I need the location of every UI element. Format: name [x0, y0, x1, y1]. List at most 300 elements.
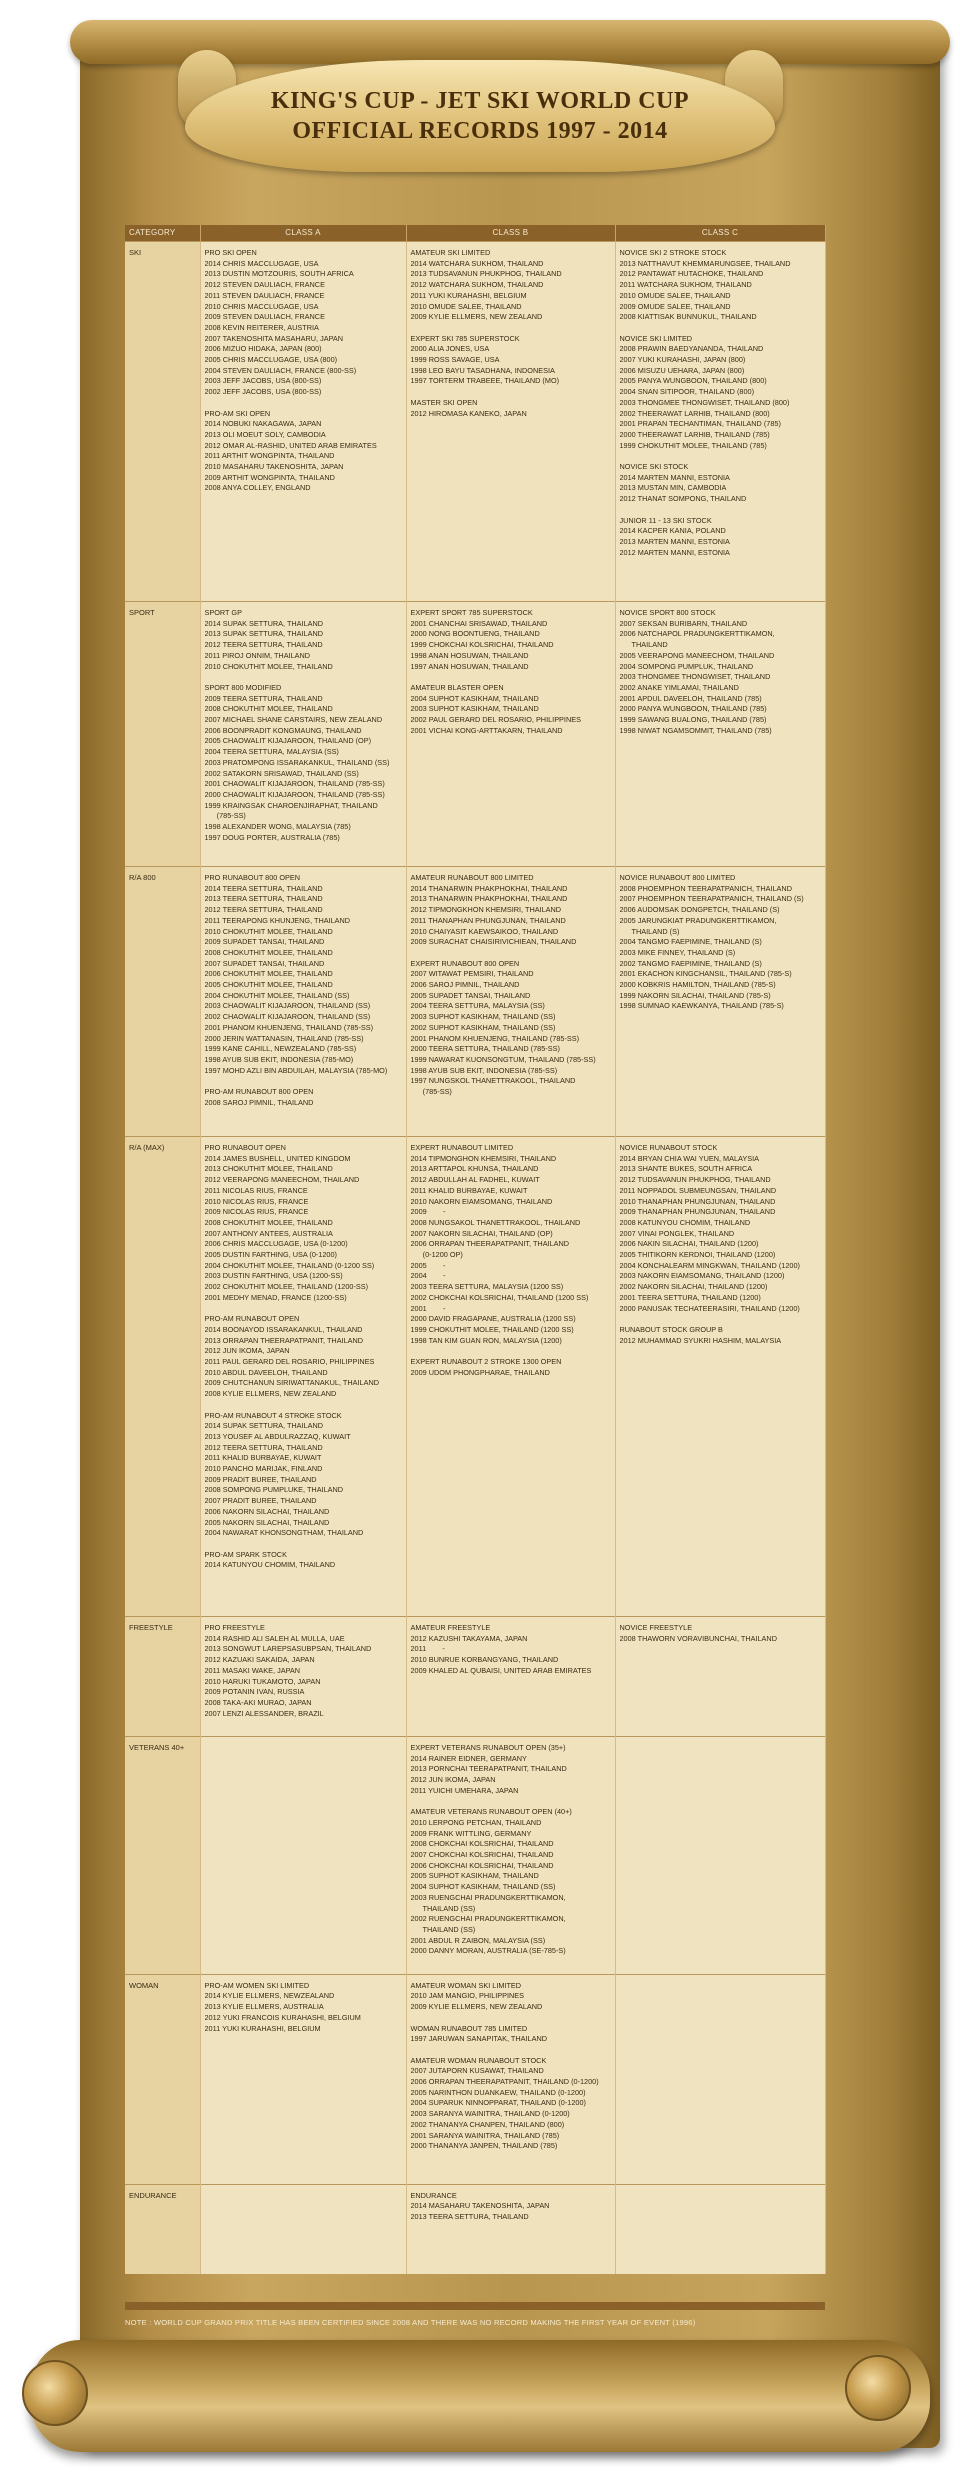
- record-entry: 1997 DOUG PORTER, AUSTRALIA (785): [204, 832, 340, 842]
- record-entry: 1998 AYUB SUB EKIT, INDONESIA (785-SS): [410, 1065, 558, 1075]
- record-entry: 2000 PANYA WUNGBOON, THAILAND (785): [619, 704, 767, 714]
- table-body: [125, 242, 825, 2275]
- scroll-curl-right: [845, 2355, 911, 2421]
- class-c-cell: [615, 1737, 825, 1975]
- category-cell: SPORT: [125, 602, 200, 867]
- record-entry: 2014 NOBUKI NAKAGAWA, JAPAN: [204, 419, 322, 429]
- record-entry: 2003 THONGMEE THONGWISET, THAILAND: [619, 672, 771, 682]
- record-entry: 2011 TEERAPONG KHUNJENG, THAILAND: [204, 915, 351, 925]
- table-row: [125, 1974, 825, 2184]
- record-entry: 1997 NUNGSKOL THANETTRAKOOL, THAILAND: [410, 1076, 576, 1086]
- class-c-cell: [615, 1617, 825, 1737]
- record-entry: 2008 KATUNYOU CHOMIM, THAILAND: [619, 1217, 751, 1227]
- page-title-line-2: OFFICIAL RECORDS 1997 - 2014: [292, 118, 668, 144]
- record-entry: 2012 STEVEN DAULIACH, FRANCE: [204, 280, 325, 290]
- record-entry: 2014 BRYAN CHIA WAI YUEN, MALAYSIA: [619, 1153, 760, 1163]
- record-entry: 2004 SNAN SITIPOOR, THAILAND (800): [619, 387, 754, 397]
- record-section: [620, 1143, 821, 1314]
- record-entry: (785-SS): [204, 811, 246, 821]
- record-entry: 2008 CHOKUTHIT MOLEE, THAILAND: [204, 1217, 333, 1227]
- record-entry: 2009 ARTHIT WONGPINTA, THAILAND: [204, 472, 335, 482]
- record-section: [411, 334, 611, 388]
- record-entry: 2003 CHAOWALIT KIJAJAROON, THAILAND (SS): [204, 1001, 371, 1011]
- record-entry: 2012 OMAR AL-RASHID, UNITED ARAB EMIRATES: [204, 440, 377, 450]
- record-entry: 2013 SUPAK SETTURA, THAILAND: [204, 629, 324, 639]
- class-b-cell: [406, 602, 615, 867]
- record-entry: 2003 DUSTIN FARTHING, USA (1200-SS): [204, 1271, 343, 1281]
- record-entry: 2001 CHANCHAI SRISAWAD, THAILAND: [410, 618, 548, 628]
- scroll-curl-left: [22, 2360, 88, 2426]
- record-section: [205, 683, 402, 844]
- record-entry: 2010 CHAIYASIT KAEWSAIKOO, THAILAND: [410, 926, 559, 936]
- record-entry: 2005 CHRIS MACCLUGAGE, USA (800): [204, 355, 338, 365]
- header-class-b: CLASS B: [406, 225, 615, 242]
- record-entry: 2003 RUENGCHAI PRADUNGKERTTIKAMON,: [410, 1892, 566, 1902]
- record-entry: 2007 VINAI PONGLEK, THAILAND: [619, 1228, 735, 1238]
- class-c-cell: [615, 867, 825, 1137]
- section-title: RUNABOUT STOCK GROUP B: [619, 1324, 723, 1334]
- class-a-cell: [200, 242, 406, 602]
- record-entry: 1999 KRAINGSAK CHAROENJIRAPHAT, THAILAND: [204, 800, 378, 810]
- record-entry: 1997 MOHD AZLI BIN ABDUILAH, MALAYSIA (785-MO): [204, 1065, 388, 1075]
- record-entry: 2012 MARTEN MANNI, ESTONIA: [619, 547, 730, 557]
- record-entry: 2008 CHOKUTHIT MOLEE, THAILAND: [204, 947, 333, 957]
- section-title: PRO SKI OPEN: [204, 248, 257, 257]
- record-entry: 2011 -: [410, 1644, 445, 1654]
- record-entry: 2010 NAKORN EIAMSOMANG, THAILAND: [410, 1196, 553, 1206]
- record-entry: 2009 SUPADET TANSAI, THAILAND: [204, 937, 325, 947]
- record-entry: 2009 -: [410, 1207, 446, 1217]
- category-cell: SKI: [125, 242, 200, 602]
- record-section: [411, 1143, 611, 1346]
- class-c-cell: [615, 602, 825, 867]
- record-section: [205, 873, 402, 1076]
- record-entry: 2000 PANUSAK TECHATEERASIRI, THAILAND (1200): [619, 1303, 800, 1313]
- record-entry: 2002 CHOKCHAI KOLSRICHAI, THAILAND (1200 SS): [410, 1292, 589, 1302]
- record-section: [620, 608, 821, 736]
- record-entry: 2010 CHOKUTHIT MOLEE, THAILAND: [204, 926, 333, 936]
- section-title: NOVICE SKI STOCK: [619, 462, 689, 472]
- section-title: JUNIOR 11 - 13 SKI STOCK: [619, 515, 712, 525]
- record-entry: 1999 NAWARAT KUONSONGTUM, THAILAND (785-SS): [410, 1054, 596, 1064]
- record-entry: 2003 SUPHOT KASIKHAM, THAILAND (SS): [410, 1012, 556, 1022]
- record-entry: 2000 KOBKRIS HAMILTON, THAILAND (785-S): [619, 980, 776, 990]
- section-title: NOVICE FREESTYLE: [619, 1623, 693, 1632]
- record-entry: 2006 ORRAPAN THEERAPATPANIT, THAILAND (0-1200): [410, 2077, 599, 2087]
- record-section: [205, 1981, 402, 2035]
- record-entry: 2007 TAKENOSHITA MASAHARU, JAPAN: [204, 333, 344, 343]
- record-entry: 2014 SUPAK SETTURA, THAILAND: [204, 1421, 324, 1431]
- record-entry: 2008 KEVIN REITERER, AUSTRIA: [204, 322, 319, 332]
- record-entry: 2007 NAKORN SILACHAI, THAILAND (OP): [410, 1228, 553, 1238]
- section-title: AMATEUR RUNABOUT 800 LIMITED: [410, 873, 534, 882]
- section-title: EXPERT SPORT 785 SUPERSTOCK: [410, 608, 533, 617]
- record-section: [411, 2024, 611, 2045]
- section-title: EXPERT RUNABOUT LIMITED: [410, 1143, 514, 1152]
- record-entry: 2011 NICOLAS RIUS, FRANCE: [204, 1185, 308, 1195]
- record-entry: 2004 KONCHALEARM MINGKWAN, THAILAND (1200): [619, 1260, 800, 1270]
- class-a-cell: [200, 1137, 406, 1617]
- record-section: [205, 1314, 402, 1400]
- scroll-bottom-roll: [30, 2340, 930, 2452]
- record-entry: 2014 BOONAYOD ISSARAKANKUL, THAILAND: [204, 1324, 363, 1334]
- record-entry: 2006 AUDOMSAK DONGPETCH, THAILAND (S): [619, 905, 780, 915]
- record-entry: 1998 TAN KIM GUAN RON, MALAYSIA (1200): [410, 1335, 562, 1345]
- record-section: [411, 398, 611, 419]
- section-title: PRO RUNABOUT 800 OPEN: [204, 873, 301, 882]
- class-a-cell: [200, 867, 406, 1137]
- table-row: [125, 2184, 825, 2274]
- record-entry: 2008 CHOKUTHIT MOLEE, THAILAND: [204, 704, 333, 714]
- record-entry: 2007 MICHAEL SHANE CARSTAIRS, NEW ZEALAND: [204, 715, 383, 725]
- record-entry: 2014 KACPER KANIA, POLAND: [619, 526, 726, 536]
- record-entry: 2011 YUKI KURAHASHI, BELGIUM: [204, 2023, 321, 2033]
- record-entry: 2014 RAINER EIDNER, GERMANY: [410, 1753, 527, 1763]
- section-title: SPORT GP: [204, 608, 242, 617]
- record-entry: 2008 TAKA-AKI MURAO, JAPAN: [204, 1697, 312, 1707]
- record-entry: 2000 ALIA JONES, USA: [410, 344, 490, 354]
- records-table-wrapper: [125, 225, 825, 2274]
- record-entry: 2008 ANYA COLLEY, ENGLAND: [204, 483, 311, 493]
- record-entry: 2010 CHOKUTHIT MOLEE, THAILAND: [204, 661, 333, 671]
- record-entry: 2011 THANAPHAN PHUNGJUNAN, THAILAND: [410, 915, 566, 925]
- record-entry: 2004 SOMPONG PUMPLUK, THAILAND: [619, 661, 754, 671]
- record-entry: 2009 CHUTCHANUN SIRIWATTANAKUL, THAILAND: [204, 1378, 379, 1388]
- record-entry: 2002 SATAKORN SRISAWAD, THAILAND (SS): [204, 768, 359, 778]
- record-entry: 2011 STEVEN DAULIACH, FRANCE: [204, 290, 325, 300]
- record-entry: 2001 ABDUL R ZAIBON, MALAYSIA (SS): [410, 1935, 546, 1945]
- record-entry: 1998 NIWAT NGAMSOMMIT, THAILAND (785): [619, 725, 772, 735]
- record-entry: 2007 PRADIT BUREE, THAILAND: [204, 1496, 317, 1506]
- record-entry: 2010 NICOLAS RIUS, FRANCE: [204, 1196, 309, 1206]
- record-entry: 2000 NONG BOONTUENG, THAILAND: [410, 629, 540, 639]
- record-entry: (785-SS): [410, 1087, 452, 1097]
- record-entry: 2006 SAROJ PIMNIL, THAILAND: [410, 980, 520, 990]
- record-section: [411, 608, 611, 672]
- record-entry: 2002 CHOKUTHIT MOLEE, THAILAND (1200-SS): [204, 1282, 369, 1292]
- record-entry: 2010 MASAHARU TAKENOSHITA, JAPAN: [204, 462, 344, 472]
- record-entry: 2012 TIPMONGKHON KHEMSIRI, THAILAND: [410, 905, 562, 915]
- record-entry: 2012 KAZUSHI TAKAYAMA, JAPAN: [410, 1633, 528, 1643]
- record-entry: 2011 PAUL GERARD DEL ROSARIO, PHILIPPINES: [204, 1357, 375, 1367]
- record-entry: 2005 -: [410, 1260, 446, 1270]
- class-c-cell: [615, 1137, 825, 1617]
- record-entry: 2014 MASAHARU TAKENOSHITA, JAPAN: [410, 2201, 550, 2211]
- record-entry: 2009 POTANIN IVAN, RUSSIA: [204, 1687, 305, 1697]
- section-title: AMATEUR VETERANS RUNABOUT OPEN (40+): [410, 1807, 572, 1817]
- record-entry: 2006 MISUZU UEHARA, JAPAN (800): [619, 365, 745, 375]
- record-entry: 2013 NATTHAVUT KHEMMARUNGSEE, THAILAND: [619, 258, 791, 268]
- record-entry: 1998 ALEXANDER WONG, MALAYSIA (785): [204, 822, 351, 832]
- record-entry: 2005 JARUNGKIAT PRADUNGKERTTIKAMON,: [619, 915, 777, 925]
- record-entry: 2004 STEVEN DAULIACH, FRANCE (800-SS): [204, 365, 357, 375]
- record-entry: 2012 VEERAPONG MANEECHOM, THAILAND: [204, 1175, 360, 1185]
- record-entry: 2008 NUNGSAKOL THANETTRAKOOL, THAILAND: [410, 1217, 581, 1227]
- record-entry: 2013 PORNCHAI TEERAPATPANIT, THAILAND: [410, 1764, 567, 1774]
- record-entry: 1998 LEO BAYU TASADHANA, INDONESIA: [410, 365, 555, 375]
- section-title: NOVICE RUNABOUT STOCK: [619, 1143, 718, 1152]
- record-entry: 2003 THONGMEE THONGWISET, THAILAND (800): [619, 397, 790, 407]
- record-entry: 2005 VEERAPONG MANEECHOM, THAILAND: [619, 650, 775, 660]
- record-entry: 2013 YOUSEF AL ABDULRAZZAQ, KUWAIT: [204, 1431, 351, 1441]
- record-entry: 2003 TEERA SETTURA, MALAYSIA (1200 SS): [410, 1282, 564, 1292]
- record-section: [411, 248, 611, 323]
- record-entry: 2013 MARTEN MANNI, ESTONIA: [619, 536, 730, 546]
- record-entry: 2012 HIROMASA KANEKO, JAPAN: [410, 408, 527, 418]
- record-entry: 2011 YUKI KURAHASHI, BELGIUM: [410, 290, 527, 300]
- record-section: [205, 248, 402, 398]
- record-entry: 2010 OMUDE SALEE, THAILAND: [410, 301, 522, 311]
- record-entry: 2006 CHOKCHAI KOLSRICHAI, THAILAND: [410, 1860, 554, 1870]
- record-entry: 2012 JUN IKOMA, JAPAN: [410, 1775, 496, 1785]
- category-cell: VETERANS 40+: [125, 1737, 200, 1975]
- record-entry: 2008 KIATTISAK BUNNUKUL, THAILAND: [619, 312, 757, 322]
- record-entry: 1998 ANAN HOSUWAN, THAILAND: [410, 650, 529, 660]
- record-entry: 2012 THANAT SOMPONG, THAILAND: [619, 494, 747, 504]
- category-cell: R/A 800: [125, 867, 200, 1137]
- record-entry: 2006 CHOKUTHIT MOLEE, THAILAND: [204, 969, 333, 979]
- record-entry: 2013 OLI MOEUT SOLY, CAMBODIA: [204, 429, 326, 439]
- record-entry: 2007 JUTAPORN KUSAWAT, THAILAND: [410, 2066, 544, 2076]
- record-entry: 2010 THANAPHAN PHUNGJUNAN, THAILAND: [619, 1196, 776, 1206]
- record-entry: 2002 NAKORN SILACHAI, THAILAND (1200): [619, 1282, 768, 1292]
- record-section: [620, 248, 821, 323]
- record-entry: 2004 CHOKUTHIT MOLEE, THAILAND (SS): [204, 990, 350, 1000]
- section-title: PRO-AM RUNABOUT 4 STROKE STOCK: [204, 1410, 342, 1420]
- record-entry: 2013 TEERA SETTURA, THAILAND: [410, 2212, 529, 2222]
- record-entry: 2000 THEERAWAT LARHIB, THAILAND (785): [619, 429, 770, 439]
- record-entry: 2007 YUKI KURAHASHI, JAPAN (800): [619, 355, 746, 365]
- section-title: AMATEUR BLASTER OPEN: [410, 682, 504, 692]
- record-entry: 1999 CHOKUTHIT MOLEE, THAILAND (785): [619, 440, 767, 450]
- record-entry: 2012 WATCHARA SUKHOM, THAILAND: [410, 280, 544, 290]
- record-entry: 2001 CHAOWALIT KIJAJAROON, THAILAND (785-SS): [204, 779, 385, 789]
- record-entry: 2005 NAKORN SILACHAI, THAILAND: [204, 1517, 330, 1527]
- record-entry: THAILAND: [619, 640, 668, 650]
- section-title: AMATEUR FREESTYLE: [410, 1623, 491, 1632]
- record-entry: 1997 JARUWAN SANAPITAK, THAILAND: [410, 2034, 548, 2044]
- class-b-cell: [406, 867, 615, 1137]
- record-entry: 2005 NARINTHON DUANKAEW, THAILAND (0-1200): [410, 2087, 586, 2097]
- record-entry: 2014 THANARWIN PHAKPHOKHAI, THAILAND: [410, 883, 568, 893]
- record-entry: 2005 DUSTIN FARTHING, USA (0-1200): [204, 1250, 337, 1260]
- section-title: NOVICE SKI 2 STROKE STOCK: [619, 248, 727, 257]
- category-cell: WOMAN: [125, 1974, 200, 2184]
- category-cell: ENDURANCE: [125, 2184, 200, 2274]
- section-title: PRO-AM SPARK STOCK: [204, 1549, 287, 1559]
- class-b-cell: [406, 1617, 615, 1737]
- record-entry: 2010 OMUDE SALEE, THAILAND: [619, 290, 731, 300]
- record-entry: 2011 KHALID BURBAYAE, KUWAIT: [410, 1185, 528, 1195]
- record-section: [620, 873, 821, 1012]
- section-title: PRO FREESTYLE: [204, 1623, 265, 1632]
- record-entry: 2004 TEERA SETTURA, MALAYSIA (SS): [410, 1001, 545, 1011]
- record-entry: 2013 TEERA SETTURA, THAILAND: [204, 894, 323, 904]
- class-a-cell: [200, 1974, 406, 2184]
- record-entry: (0-1200 OP): [410, 1250, 463, 1260]
- record-entry: 2008 SAROJ PIMNIL, THAILAND: [204, 1097, 314, 1107]
- class-a-cell: [200, 1737, 406, 1975]
- record-section: [411, 959, 611, 1098]
- record-entry: 1998 AYUB SUB EKIT, INDONESIA (785-MO): [204, 1054, 354, 1064]
- category-cell: R/A (MAX): [125, 1137, 200, 1617]
- record-section: [411, 1807, 611, 1957]
- record-entry: 2002 ANAKE YIMLAMAI, THAILAND: [619, 682, 739, 692]
- record-entry: 2012 TEERA SETTURA, THAILAND: [204, 640, 323, 650]
- record-entry: 2008 PHOEMPHON TEERAPATPANICH, THAILAND: [619, 883, 792, 893]
- record-entry: 2006 NAKORN SILACHAI, THAILAND: [204, 1506, 330, 1516]
- record-section: [411, 1743, 611, 1797]
- section-title: EXPERT SKI 785 SUPERSTOCK: [410, 333, 520, 343]
- record-entry: 2007 PHOEMPHON TEERAPATPANICH, THAILAND (S): [619, 894, 804, 904]
- record-entry: 1999 ROSS SAVAGE, USA: [410, 355, 500, 365]
- record-entry: 2008 SOMPONG PUMPLUKE, THAILAND: [204, 1485, 344, 1495]
- record-entry: 1998 SUMNAO KAEWKANYA, THAILAND (785-S): [619, 1001, 784, 1011]
- table-bottom-band: [125, 2302, 825, 2310]
- record-entry: 2012 TEERA SETTURA, THAILAND: [204, 1442, 323, 1452]
- record-entry: THAILAND (SS): [410, 1924, 476, 1934]
- record-entry: 2001 PHANOM KHUENJENG, THAILAND (785-SS): [410, 1033, 580, 1043]
- class-b-cell: [406, 1737, 615, 1975]
- record-entry: 2001 PHANOM KHUENJENG, THAILAND (785-SS): [204, 1022, 374, 1032]
- section-title: PRO RUNABOUT OPEN: [204, 1143, 286, 1152]
- record-entry: 2004 SUPHOT KASIKHAM, THAILAND (SS): [410, 1882, 556, 1892]
- class-a-cell: [200, 602, 406, 867]
- record-section: [620, 462, 821, 505]
- record-entry: 2002 RUENGCHAI PRADUNGKERTTIKAMON,: [410, 1914, 566, 1924]
- footer-note: NOTE : WORLD CUP GRAND PRIX TITLE HAS BEEN CERTIFIED SINCE 2008 AND THERE WAS NO RECORD MAKING THE FIRST YEAR OF EVENT (1996): [125, 2318, 696, 2327]
- record-entry: 2014 TEERA SETTURA, THAILAND: [204, 883, 323, 893]
- record-entry: 2005 CHOKUTHIT MOLEE, THAILAND: [204, 980, 333, 990]
- record-entry: 2002 TANGMO FAEPIMINE, THAILAND (S): [619, 958, 762, 968]
- record-section: [205, 1550, 402, 1571]
- record-entry: 2000 DAVID FRAGAPANE, AUSTRALIA (1200 SS): [410, 1314, 576, 1324]
- section-title: PRO-AM WOMEN SKI LIMITED: [204, 1980, 310, 1990]
- record-entry: 2008 PRAWIN BAEDYANANDA, THAILAND: [619, 344, 764, 354]
- record-entry: 2009 SURACHAT CHAISIRIVICHIEAN, THAILAND: [410, 937, 577, 947]
- header-category: CATEGORY: [125, 225, 200, 242]
- record-entry: 2003 PRATOMPONG ISSARAKANKUL, THAILAND (SS): [204, 757, 390, 767]
- record-section: [620, 516, 821, 559]
- record-section: [205, 608, 402, 672]
- record-entry: 2003 SARANYA WAINITRA, THAILAND (0-1200): [410, 2109, 570, 2119]
- class-b-cell: [406, 1974, 615, 2184]
- record-entry: 2012 ABDULLAH AL FADHEL, KUWAIT: [410, 1175, 540, 1185]
- record-entry: THAILAND (S): [619, 926, 680, 936]
- record-entry: 2004 TEERA SETTURA, MALAYSIA (SS): [204, 747, 339, 757]
- record-entry: THAILAND (SS): [410, 1903, 476, 1913]
- record-entry: 2007 SEKSAN BURIBARN, THAILAND: [619, 618, 748, 628]
- record-section: [411, 2191, 611, 2223]
- header-class-a: CLASS A: [200, 225, 406, 242]
- class-b-cell: [406, 242, 615, 602]
- record-section: [411, 873, 611, 948]
- record-entry: 2013 SONGWUT LAREPSASUBPSAN, THAILAND: [204, 1644, 372, 1654]
- table-row: [125, 1617, 825, 1737]
- record-section: [411, 2056, 611, 2152]
- record-entry: 2004 -: [410, 1271, 446, 1281]
- record-entry: 2010 HARUKI TUKAMOTO, JAPAN: [204, 1676, 321, 1686]
- record-entry: 2012 PANTAWAT HUTACHOKE, THAILAND: [619, 269, 764, 279]
- record-section: [411, 683, 611, 737]
- section-title: AMATEUR WOMAN RUNABOUT STOCK: [410, 2055, 547, 2065]
- record-entry: 1997 TORTERM TRABEEE, THAILAND (MO): [410, 376, 560, 386]
- record-entry: 2009 KYLIE ELLMERS, NEW ZEALAND: [410, 312, 543, 322]
- record-entry: 2009 TEERA SETTURA, THAILAND: [204, 693, 323, 703]
- record-entry: 2004 SUPHOT KASIKHAM, THAILAND: [410, 693, 539, 703]
- record-entry: 2010 PANCHO MARIJAK, FINLAND: [204, 1464, 323, 1474]
- record-entry: 2003 JEFF JACOBS, USA (800-SS): [204, 376, 322, 386]
- record-entry: 2012 JUN IKOMA, JAPAN: [204, 1346, 290, 1356]
- class-a-cell: [200, 1617, 406, 1737]
- record-entry: 2000 THANANYA JANPEN, THAILAND (785): [410, 2141, 558, 2151]
- record-section: [411, 1623, 611, 1677]
- section-title: ENDURANCE: [410, 2190, 457, 2200]
- record-section: [205, 1411, 402, 1539]
- record-entry: 2009 OMUDE SALEE, THAILAND: [619, 301, 731, 311]
- record-entry: 1997 ANAN HOSUWAN, THAILAND: [410, 661, 529, 671]
- section-title: EXPERT RUNABOUT 800 OPEN: [410, 958, 520, 968]
- record-entry: 2013 ARTTAPOL KHUNSA, THAILAND: [410, 1164, 539, 1174]
- record-entry: 2002 PAUL GERARD DEL ROSARIO, PHILIPPINES: [410, 715, 581, 725]
- record-entry: 2009 KYLIE ELLMERS, NEW ZEALAND: [410, 2002, 543, 2012]
- table-row: [125, 1737, 825, 1975]
- section-title: EXPERT VETERANS RUNABOUT OPEN (35+): [410, 1743, 566, 1753]
- record-entry: 2011 NOPPADOL SUBMEUNGSAN, THAILAND: [619, 1185, 777, 1195]
- record-entry: 2011 WATCHARA SUKHOM, THAILAND: [619, 280, 752, 290]
- record-entry: 2004 CHOKUTHIT MOLEE, THAILAND (0-1200 SS): [204, 1260, 375, 1270]
- record-entry: 2001 EKACHON KINGCHANSIL, THAILAND (785-S): [619, 969, 792, 979]
- record-entry: 2010 CHRIS MACCLUGAGE, USA: [204, 301, 319, 311]
- record-entry: 2007 ANTHONY ANTEES, AUSTRALIA: [204, 1228, 333, 1238]
- record-entry: 2014 WATCHARA SUKHOM, THAILAND: [410, 258, 544, 268]
- record-entry: 2005 CHAOWALIT KIJAJAROON, THAILAND (OP): [204, 736, 372, 746]
- record-entry: 2011 PIROJ ONNIM, THAILAND: [204, 650, 311, 660]
- record-entry: 2002 CHAOWALIT KIJAJAROON, THAILAND (SS): [204, 1012, 371, 1022]
- record-entry: 2000 JERIN WATTANASIN, THAILAND (785-SS): [204, 1033, 364, 1043]
- record-entry: 1999 CHOKCHAI KOLSRICHAI, THAILAND: [410, 640, 554, 650]
- record-entry: 2002 THEERAWAT LARHIB, THAILAND (800): [619, 408, 770, 418]
- record-section: [205, 1143, 402, 1304]
- record-entry: 2009 NICOLAS RIUS, FRANCE: [204, 1207, 309, 1217]
- record-entry: 2005 SUPADET TANSAI, THAILAND: [410, 990, 531, 1000]
- section-title: EXPERT RUNABOUT 2 STROKE 1300 OPEN: [410, 1357, 562, 1367]
- record-entry: 2012 TEERA SETTURA, THAILAND: [204, 905, 323, 915]
- class-b-cell: [406, 2184, 615, 2274]
- table-header-row: [125, 225, 825, 242]
- record-entry: 2013 THANARWIN PHAKPHOKHAI, THAILAND: [410, 894, 568, 904]
- page-title-line-1: KING'S CUP - JET SKI WORLD CUP: [270, 88, 690, 114]
- record-entry: 2010 LERPONG PETCHAN, THAILAND: [410, 1817, 542, 1827]
- header-class-c: CLASS C: [615, 225, 825, 242]
- record-entry: 2001 VICHAI KONG-ARTTAKARN, THAILAND: [410, 725, 563, 735]
- section-title: NOVICE SPORT 800 STOCK: [619, 608, 716, 617]
- record-entry: 2014 JAMES BUSHELL, UNITED KINGDOM: [204, 1153, 351, 1163]
- record-section: [205, 1623, 402, 1719]
- record-entry: 2001 APDUL DAVEELOH, THAILAND (785): [619, 693, 762, 703]
- record-entry: 2007 WITAWAT PEMSIRI, THAILAND: [410, 969, 534, 979]
- section-title: NOVICE RUNABOUT 800 LIMITED: [619, 873, 736, 882]
- record-entry: 2006 NATCHAPOL PRADUNGKERTTIKAMON,: [619, 629, 775, 639]
- record-entry: 2007 LENZI ALESSANDER, BRAZIL: [204, 1708, 324, 1718]
- record-entry: 2001 PRAPAN TECHANTIMAN, THAILAND (785): [619, 419, 781, 429]
- section-title: MASTER SKI OPEN: [410, 397, 478, 407]
- record-entry: 2006 CHRIS MACCLUGAGE, USA (0-1200): [204, 1239, 348, 1249]
- record-entry: 2011 ARTHIT WONGPINTA, THAILAND: [204, 451, 335, 461]
- record-entry: 2008 KYLIE ELLMERS, NEW ZEALAND: [204, 1389, 337, 1399]
- record-entry: 2006 ORRAPAN THEERAPATPANIT, THAILAND: [410, 1239, 570, 1249]
- record-entry: 2011 YUICHI UMEHARA, JAPAN: [410, 1785, 519, 1795]
